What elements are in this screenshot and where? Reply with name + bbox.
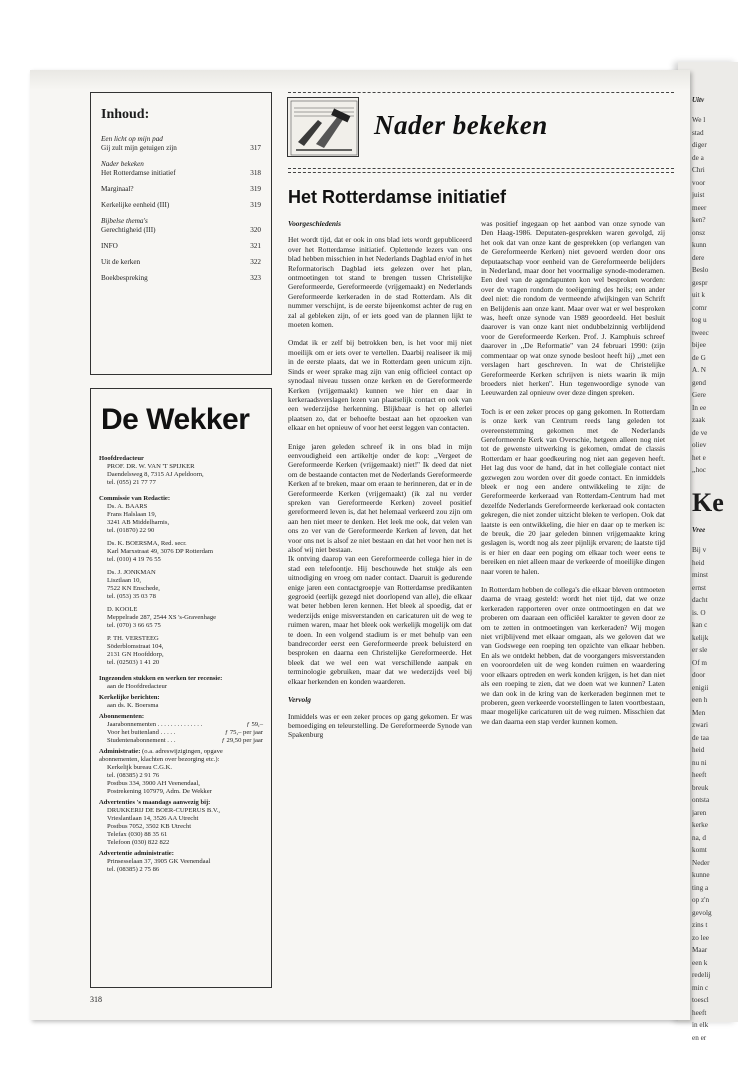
toc-page-number: 319 [250,201,261,209]
toc-page-number: 322 [250,258,261,266]
toc-entry-text [101,160,176,178]
ad-admin-heading: Advertentie administratie: [99,850,174,857]
toc-entry-text [101,185,134,194]
ads-line: Vrieslantlaan 14, 3526 AA Utrecht [107,815,199,822]
adjacent-page-title: Ke [692,488,724,517]
paragraph: In Rotterdam hebben de collega's die elkaar bleven ontmoeten daarna de vraag gesteld: wordt het niet tijd, dat we onze kerkeraden rapporteren over onze ontmoetingen en dat we proberen om daaraan een officiëel karakter te geven door ze om te zetten in ontmoetingen van kerkeraden? Wij mogen niet vrijblijvend met elkaar omgaan, als we geloven dat we van Godswege een roeping ten opzichte van elkaar hebben. En als we ontdekt hebben, dat de voorgangers misverstanden en vooroordelen uit de weg konden ruimen en waardering voor elkaars optreden en werk konden krijgen, is het dan niet als een roeping te zien, dat we doen wat we kunnen? Laten we dan ook in de kring van de kerkeraden beginnen met te proberen, geen verkeerde voorstellingen te laten voortbestaan, maar mogelijke caricaturen uit de weg ruimen. Misschien dat we dan daarna een stap verder kunnen komen. [481,585,665,726]
member-line: Ds. J. JONKMAN [107,569,156,576]
paragraph: Omdat ik er zelf bij betrokken ben, is het voor mij niet moeilijk om er iets over te vertellen. Daarbij realiseer ik mij in de eerste plaats, dat we in Rotterdam geen unicum zijn. Sinds er weer sprake mag zijn van enig officieel contact op synodaal niveau tussen onze kerken en de Gereformeerde Kerken (vrijgemaakt) kunnen we hier en daar in kerkeraadsverslagen lezen van plaatselijk contact en ook van een wederzijdse herkenning. Blijkbaar is het op allerlei plaatsen zo, dat er behoefte bestaat aan het opzoeken van elkaar en het opnieuw of voor het eerst leggen van contacten. [288,338,472,433]
toc-entry-text [101,201,169,210]
toc-label: Uit de kerken [101,258,141,266]
toc-page-number: 319 [250,185,261,193]
ads-line: Telefax (030) 88 35 61 [107,831,168,838]
commission-heading: Commissie van Redactie: [99,495,171,502]
admin-line: Postrekening 107979, Adm. De Wekker [107,788,212,795]
member-line: P. TH. VERSTEEG [107,635,159,642]
bleed-through-band [30,70,690,90]
ads-line: Postbus 7052, 3502 KB Utrecht [107,823,192,830]
admin-address [99,764,263,796]
paragraph: Inmiddels was er een zeker proces op gang gekomen. Er was bemoediging en teleurstelling. De Gereformeerde Synode van Spakenburg [288,711,472,740]
member-line: Meppelrade 287, 2544 XS 's-Gravenhage [107,614,217,621]
subscription-price: ƒ 75,– per jaar [224,729,263,736]
toc-page-number: 320 [250,226,261,234]
toc-label: Boekbespreking [101,274,148,282]
paragraph: Ik ontving daarop van een Gereformeerde collega hier in de stad een telefoontje. Hij beschouwde het stukje als een uitnodiging en vroeg om nader contact. Daaruit is gedurende enige jaren een contactgroepje van Rotterdamse predikanten gegroeid (eerlijk gezegd niet doorlopend van alle), die elkaar wat beter hebben leren kennen. Het bleek al spoedig, dat er wederzijds enige misverstanden en caricaturen uit de weg te ruimen waren, maar het bleek ook werkelijk mogelijk om dat te doen. In een volgend stadium is er met behulp van een bandrecorder eerst een Gereformeerde preek beluisterd en besproken en daarna een Christelijke Gereformeerde. Het bleek dat we wel een wat verschillende aanpak en terminologie gebruiken, maar dat we wederzijds veel bij elkaar herkenden en konden waarderen. [288,554,472,686]
tools-logo-icon [287,97,359,157]
church-news-heading: Kerkelijke berichten: [99,694,160,701]
masthead-title: De Wekker [101,403,250,436]
paragraph: was positief ingegaan op het aanbod van onze synode van Den Haag-1986. Deputaten-gesprekken waren gevolgd, zij het ook dat van onze kant de gesprekken (op verlangen van de Gereformeerde Kerken) niet gevoerd werden door ons deputaatschap voor eenheid van de Gereformeerde belijders in Nederland, maar door het voormalige synode-moderamen. Een deel van de agendapunten kon wel besproken worden: over de vragen rondom de toeëigening des heils; een ander deel niet: die rondom de vermeende afwijkingen van Schrift en Belijdenis aan onze kant. Maar over wat er wel besproken was, heeft onze synode van 1989 geoordeeld. Het besluit daarover is van onze kant niet ondubbelzinnig verblijdend voor de Gereformeerde Kerken. Prof. J. Kamphuis schreef daarover in ,,De Reformatie'' van 24 februari 1990: (zijn commentaar op wat onze synode besloot heeft hij) ,,met een verslagen hart geschreven. In wat de Christelijke Gereformeerde Kerken schrijven is niets waarin ik mijn broeders niet herken''. Hun tegenwoordige synode van Leeuwarden zal opnieuw over deze dingen spreken. [481,219,665,398]
ad-admin-line: tel. (08385) 2 75 86 [107,866,160,873]
header-rule-bottom-2 [288,172,674,173]
member-line: D. KOOLE [107,606,138,613]
member-line: Lisztlaan 10, [107,577,142,584]
subscription-price: ƒ 59,– [246,721,263,728]
subheading-voorgeschiedenis: Voorgeschiedenis [288,219,341,228]
editor-heading: Hoofdredacteur [99,455,144,462]
admin-heading: Administratie: (o.a. adreswijzigingen, opgave abonnementen, klachten over bezorging etc.): [99,748,223,763]
ads-line: Telefoon (030) 822 822 [107,839,170,846]
toc-entry-text [101,242,118,251]
admin-line: Kerkelijk bureau C.G.K. [107,764,173,771]
toc-label: INFO [101,242,118,250]
toc-page-number: 317 [250,144,261,152]
toc-entry [101,201,261,210]
editor-line: Daendelsweg 8, 7315 AJ Apeldoorn, [107,471,204,478]
masthead [90,388,272,988]
toc-entry-text [101,217,155,235]
ads-line: DRUKKERIJ DE BOER-CUPERUS B.V., [107,807,221,814]
spacer [99,667,263,672]
subscription-label: Studentenabonnement . . . [107,737,176,744]
toc-entry-text [101,274,148,283]
ad-admin-line: Prinsesselaan 37, 3905 GK Veenendaal [107,858,211,865]
church-news-value: aan ds. K. Boersma [107,702,159,709]
toc-entry [101,217,261,235]
toc-kicker: Bijbelse thema's [101,217,148,225]
article-column-2 [481,219,665,735]
article-title: Het Rotterdamse initiatief [288,187,507,207]
page-number: 318 [90,995,102,1004]
submissions-value: aan de Hoofdredacteur [107,683,168,690]
member-line: tel. (070) 3 66 65 75 [107,622,161,629]
toc-entry-text [101,135,177,153]
subheading-vervolg: Vervolg [288,695,311,705]
member-line: Söderblomstraat 104, [107,643,164,650]
toc-entry [101,135,261,153]
toc-entry-text [101,258,140,267]
subscriptions-heading: Abonnementen: [99,713,145,720]
commission-member [99,569,263,601]
toc-entry [101,185,261,194]
subscription-row [99,729,263,737]
toc-title: Inhoud: [101,107,150,122]
adjacent-page-subheading: Vree [692,526,706,534]
toc-kicker: Nader bekeken [101,160,144,168]
member-line: tel. (010) 4 19 76 55 [107,556,161,563]
toc-kicker: Een licht op mijn pad [101,135,163,143]
toc-page-number: 323 [250,274,261,282]
commission-member [99,635,263,667]
ad-admin-address [99,858,263,874]
submissions-heading: Ingezonden stukken en werken ter recensie: [99,675,223,682]
subscription-prices [99,721,263,745]
toc-label: Gij zult mijn getuigen zijn [101,144,177,152]
ads-address [99,807,263,847]
editor-address [99,463,263,487]
commission-member [99,606,263,630]
subscription-row [99,721,263,729]
admin-line: tel. (08385) 2 91 76 [107,772,160,779]
header-rule-bottom [288,168,674,169]
member-line: 7522 KN Enschede, [107,585,160,592]
member-line: tel. (02503) 1 41 20 [107,659,160,666]
header-rule-top [288,92,674,93]
toc-entry [101,274,261,283]
member-line: tel. (053) 35 03 78 [107,593,156,600]
adjacent-page-text-b: Bij v heid minst ernst dacht is. O kan c kelijk er sle Of m door enigii een h Men zwari de taa heid nu ni heeft breuk ontsta jaren kerke na, d komt Neder kunne ting a op z'n gevolg zins t zo lee Maar een k redelij min c toescl heeft in elk en er [692,546,712,1042]
member-line: Karl Marxstraat 49, 3076 DP Rotterdam [107,548,213,555]
commission-members [99,503,263,672]
editor-line: PROF. DR. W. VAN 'T SPIJKER [107,463,195,470]
commission-member [99,540,263,564]
member-line: 2131 GN Hoofddorp, [107,651,164,658]
adjacent-page-header: Uitv [692,96,705,104]
member-line: Ds. A. BAARS [107,503,148,510]
member-line: Ds. K. BOERSMA, Red. secr. [107,540,187,547]
ads-heading: Advertenties 's maandags aanwezig bij: [99,799,211,806]
toc-label: Marginaal? [101,185,134,193]
paragraph: Toch is er een zeker proces op gang gekomen. In Rotterdam is onze kerk van Centrum reeds lang geleden tot overeenstemming gekomen met de Nederlands Gereformeerde Kerk van Overschie, hetgeen alleen nog niet tot de gewenste uitwerking is gekomen, omdat de classis Rotterdam er haar goedkeuring nog niet aan gegeven heeft. Het lag dus voor de hand, dat in het collegiale contact niet gezwegen zou worden over dit goede contact. En inmiddels bleek er nog een andere ontwikkeling te zijn: de Gereformeerde kerkeraad van Rotterdam-Centrum had met dezelfde Nederlands Gereformeerde kerkeraad ook contacten gekregen, die niet zonder uitzicht bleken te verlopen. Ook dat laatste is een ontwikkeling, die hier en daar op te merken is: de breuk, die 20 jaar geleden binnen vrijgemaakte kring geslagen is, wordt nog als zeer pijnlijk ervaren; de laatste tijd is er hier en daar een poging om elkaar toch weer eens te bereiken en niet alleen maar de verkeerde of moeilijke dingen naar voren te halen. [481,406,665,576]
article-column-1 [288,219,472,749]
admin-line: Postbus 334, 3900 AH Veenendaal, [107,780,200,787]
toc-label: Het Rotterdamse initiatief [101,169,176,177]
commission-member [99,503,263,535]
toc-entry [101,258,261,267]
subscription-label: Jaarabonnementen . . . . . . . . . . . . . . [107,721,203,728]
subscription-price: ƒ 29,50 per jaar [221,737,263,744]
editor-line: tel. (055) 21 77 77 [107,479,156,486]
section-title: Nader bekeken [374,110,548,140]
toc-entry [101,242,261,251]
toc-page-number: 318 [250,169,261,177]
member-line: 3241 AB Middelharnis, [107,519,170,526]
toc-label: Kerkelijke eenheid (III) [101,201,170,209]
toc-label: Gerechtigheid (III) [101,226,156,234]
member-line: tel. (01870) 22 90 [107,527,155,534]
toc-list [101,135,261,283]
subscription-label: Voor het buitenland . . . . . [107,729,176,736]
paragraph: Enige jaren geleden schreef ik in ons blad in mijn eenvoudigheid een artikeltje onder de kop: ,,Vergeet de Gereformeerde Kerken (vrijgemaakt) niet!'' Ik deed dat niet om de bestaande contacten met de Nederlands Gereformeerde Kerken af te breken, maar om eraan te herinneren, dat er in de Gereformeerde Kerken (vrijgemaakt) (ik zal nu verder spreken van Gereformeerde Kerken) zoveel positief gereformeerd leven is, dat het helemaal verkeerd zou zijn om aan hen niet meer te denken. Het leek me ook, dat velen van ons zo ver van de Gereformeerde Kerken af leven, dat het voor ons net is alsof ze niet bestaan en dat het voor hen net is alsof wij niet bestaan. [288,441,472,554]
table-of-contents [90,92,272,375]
toc-page-number: 321 [250,242,261,250]
toc-entry [101,160,261,178]
adjacent-page-text-a: We l stad diger de a Chri voor juist meer ken? onsz kunn dere Beslo gespr uit k comr tog u tweec bijee de G A. N gend Gere In ee zaak de ve oliev het e ,,hoc [692,116,709,474]
member-line: Frans Halslaan 19, [107,511,157,518]
subscription-row [99,737,263,745]
paragraph: Het wordt tijd, dat er ook in ons blad iets wordt gepubliceerd over het Rotterdamse initiatief. Oplettende lezers van ons blad hebben misschien in het Nederlands Dagblad en/of in het Reformatorisch Dagblad iets gelezen over het plan, ontmoetingen tot stand te brengen tussen Christelijke Gereformeerde, Gereformeerde (vrijgemaakt) en Nederlands Gereformeerde kerkeraden in de stad Rotterdam. Als dit nummer verschijnt, is de eerste bijeenkomst achter de rug en zal al gebleken zijn, of er iets goed van de plannen lijkt te moeten komen. [288,235,472,330]
